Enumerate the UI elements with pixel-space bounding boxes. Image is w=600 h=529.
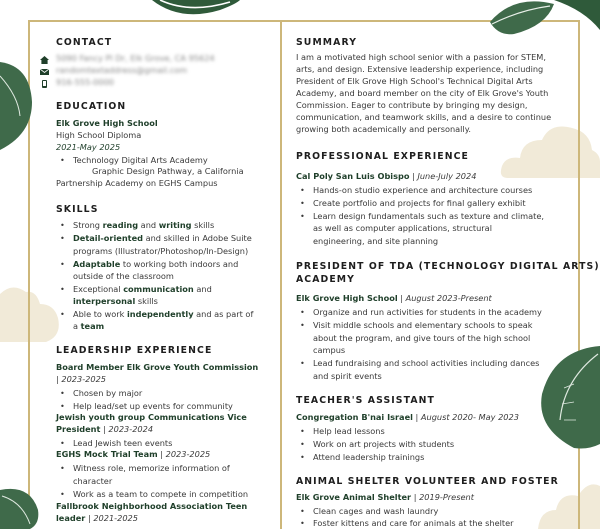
- education-bullet-line2: Graphic Design Pathway, a California: [92, 166, 244, 176]
- professional-org: Cal Poly San Luis Obispo | June-July 2024: [296, 171, 477, 181]
- home-icon: [40, 56, 49, 64]
- summary-line: Commission. Eager to contribute by bringing my design,: [296, 100, 528, 110]
- leaf-decoration-right: [534, 344, 600, 452]
- skills-heading: SKILLS: [56, 204, 99, 215]
- tda-heading-line2: ACADEMY: [296, 274, 355, 285]
- foster-heading: ANIMAL SHELTER VOLUNTEER AND FOSTER: [296, 476, 559, 487]
- leadership-role-4: Fallbrook Neighborhood Association Teen: [56, 501, 248, 511]
- professional-heading: PROFESSIONAL EXPERIENCE: [296, 151, 469, 162]
- leadership-role-2: Jewish youth group Communications Vice: [56, 412, 247, 422]
- education-diploma: High School Diploma: [56, 130, 142, 140]
- leadership-role-3: EGHS Mock Trial Team | 2023-2025: [56, 449, 211, 459]
- contact-heading: CONTACT: [56, 37, 113, 48]
- leaf-decoration-top-center: [150, 0, 242, 18]
- education-school: Elk Grove High School: [56, 118, 158, 128]
- leaf-decoration-left: [0, 56, 34, 152]
- education-dates: 2021-May 2025: [56, 142, 121, 152]
- summary-line: communication, and teamwork skills, and a desire to continue: [296, 112, 552, 122]
- assistant-heading: TEACHER'S ASSISTANT: [296, 395, 435, 406]
- cloud-decoration-left: [0, 282, 60, 344]
- foster-org: Elk Grove Animal Shelter | 2019-Present: [296, 492, 474, 502]
- summary-heading: SUMMARY: [296, 37, 358, 48]
- contact-address: 5090 Fancy Pl Dr, Elk Grove, CA 95624: [56, 53, 215, 63]
- mail-icon: [40, 68, 49, 76]
- summary-line: President of Elk Grove High School's Technical Digital Arts: [296, 76, 533, 86]
- leadership-role-1-dates: | 2023-2025: [56, 374, 106, 384]
- resume-page: CONTACT 5090 Fancy Pl Dr, Elk Grove, CA 95624 randomtextaddress@gmail.com 916-555-0000 EDUCATION Elk Grove High School High School Diploma 2021-May 2025 • Technology Digital Arts Academy Graphic Design Pathway, a California Partnership Academy on EGHS Campus SKILLS • Strong reading and writing skills • Detail-oriented and skilled in Adobe Suite programs (Illustrator/Photoshop/In-Design) • Adaptable to working both indoors and outside of the classroom • Exceptional communication and interpersonal skills • Able to work independently and as part of a team LEADERSHIP EXPERIENCE Board Member Elk Grove Youth Commission | 2023-2025 • Chosen by major • Help lead/set up events for community Jewish youth group Communications Vice President | 2023-2024 • Lead Jewish teen events EGHS Mock Trial Team | 2023-2025 • Witness role, memorize information of character • Work as a team to compete in competition Fallbrook Neighborhood Association Teen leader | 2021-2025 SUMMARY I am a motivated high school senior with a passion for STEM, arts, and design. Extensive leadership experience, including President of Elk Grove High School's Technical Digital Arts Academy, and board member on the city of Elk Grove's Youth Commission. Eager to contribute by bringing my design, communication, and teamwork skills, and a desire to continue growing both academically and personally. PROFESSIONAL EXPERIENCE Cal Poly San Luis Obispo | June-July 2024 • Hands-on studio experience and architecture courses • Create portfolio and projects for final gallery exhibit • Learn design fundamentals such as texture and climate, as well as computer applications, structural engineering, and site planning PRESIDENT OF TDA (TECHNOLOGY DIGITAL ARTS) ACADEMY Elk Grove High School | August 2023-Present • Organize and run activities for students in the academy • Visit middle schools and elementary schools to speak about the program, and give tours of the high school campus • Lead fundraising and school activities including dances and spirit events TEACHER'S ASSISTANT Congregation B'nai Israel | August 2020- May 2023 • Help lead lessons • Work on art projects with students • Attend leadership trainings ANIMAL SHELTER VOLUNTEER AND FOSTER Elk Grove Animal Shelter | 2019-Present • Clean cages and wash laundry • Foster kittens and care for animals at the shelter: [0, 0, 600, 529]
- education-heading: EDUCATION: [56, 101, 127, 112]
- tda-heading-line1: PRESIDENT OF TDA (TECHNOLOGY DIGITAL ARTS): [296, 261, 600, 272]
- contact-phone[interactable]: 916-555-0000: [56, 77, 115, 87]
- summary-line: I am a motivated high school senior with a passion for STEM,: [296, 52, 546, 62]
- summary-line: growing both academically and personally.: [296, 124, 472, 134]
- summary-line: arts, and design. Extensive leadership experience, including: [296, 64, 544, 74]
- leadership-role-2-line2: President | 2023-2024: [56, 424, 154, 434]
- leaf-decoration-bottom-left: [0, 484, 40, 529]
- phone-icon: [40, 80, 49, 88]
- cloud-decoration-right: [498, 118, 600, 180]
- summary-line: Academy, and board member on the city of Elk Grove's Youth: [296, 88, 549, 98]
- leadership-role-1: Board Member Elk Grove Youth Commission: [56, 362, 259, 372]
- tda-org: Elk Grove High School | August 2023-Present: [296, 293, 492, 303]
- assistant-org: Congregation B'nai Israel | August 2020- May 2023: [296, 412, 519, 422]
- frame-right: [578, 20, 580, 529]
- contact-email[interactable]: randomtextaddress@gmail.com: [56, 65, 188, 75]
- leaf-decoration-top-right: [484, 0, 600, 38]
- column-divider: [280, 20, 282, 529]
- leadership-role-4-line2: leader | 2021-2025: [56, 513, 138, 523]
- education-bullet-line3: Partnership Academy on EGHS Campus: [56, 178, 218, 188]
- leadership-heading: LEADERSHIP EXPERIENCE: [56, 345, 213, 356]
